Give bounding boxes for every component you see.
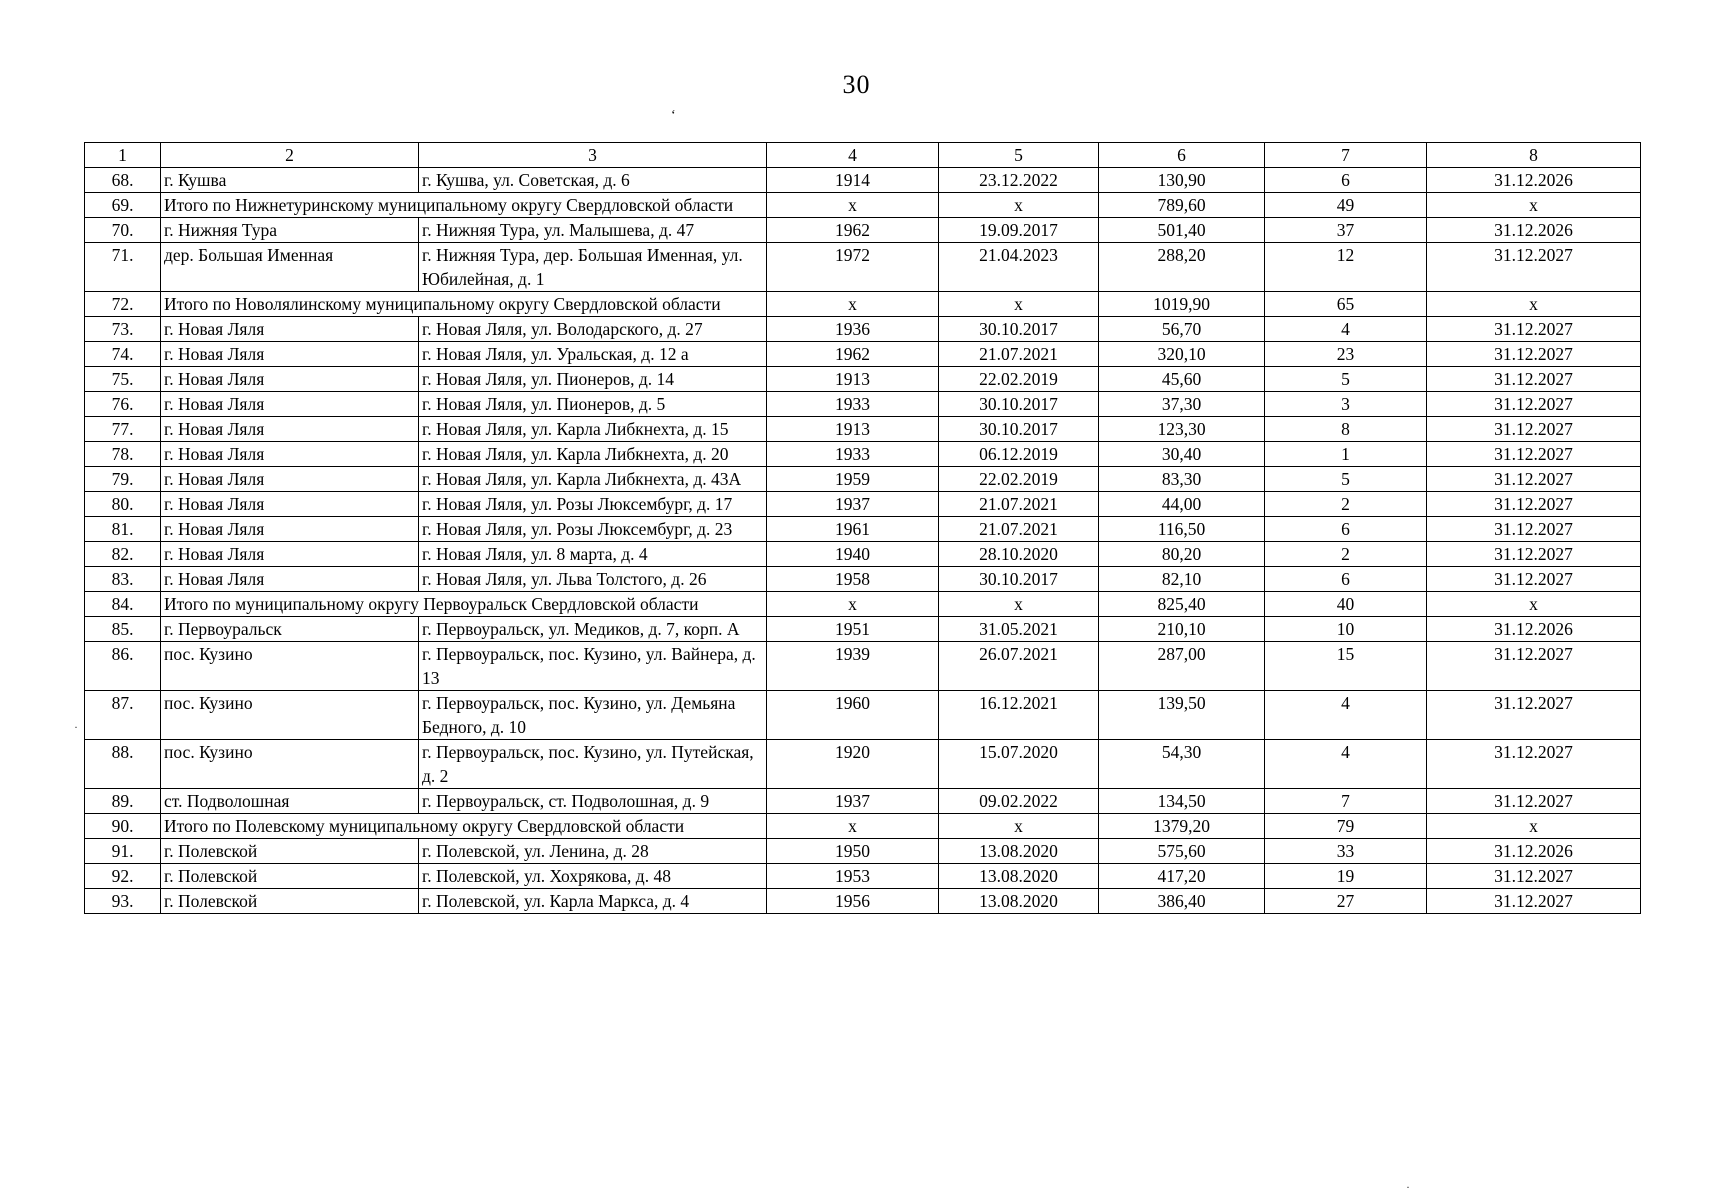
header-cell: 4	[767, 143, 939, 168]
area-cell: 56,70	[1099, 317, 1265, 342]
locality-cell: г. Нижняя Тура	[161, 218, 419, 243]
residents-cell: 2	[1265, 542, 1427, 567]
deadline-cell: 31.12.2027	[1427, 864, 1641, 889]
row-number-cell: 90.	[85, 814, 161, 839]
residents-cell: 65	[1265, 292, 1427, 317]
area-cell: 287,00	[1099, 642, 1265, 691]
date-cell: 13.08.2020	[939, 839, 1099, 864]
deadline-cell: 31.12.2027	[1427, 317, 1641, 342]
table-row	[85, 492, 1641, 517]
area-cell: 45,60	[1099, 367, 1265, 392]
area-cell: 288,20	[1099, 243, 1265, 292]
area-cell: 54,30	[1099, 740, 1265, 789]
table-row	[85, 789, 1641, 814]
deadline-cell: x	[1427, 193, 1641, 218]
year-cell: 1962	[767, 218, 939, 243]
address-cell: г. Новая Ляля, ул. Розы Люксембург, д. 17	[419, 492, 767, 517]
address-cell: г. Новая Ляля, ул. Розы Люксембург, д. 23	[419, 517, 767, 542]
scan-dot: ·	[1406, 1180, 1410, 1194]
area-cell: 116,50	[1099, 517, 1265, 542]
table-row	[85, 617, 1641, 642]
deadline-cell: 31.12.2027	[1427, 442, 1641, 467]
year-cell: 1972	[767, 243, 939, 292]
residents-cell: 15	[1265, 642, 1427, 691]
deadline-cell: 31.12.2027	[1427, 542, 1641, 567]
year-cell: 1936	[767, 317, 939, 342]
area-cell: 44,00	[1099, 492, 1265, 517]
date-cell: 06.12.2019	[939, 442, 1099, 467]
table-row	[85, 417, 1641, 442]
table-row	[85, 691, 1641, 740]
residents-cell: 7	[1265, 789, 1427, 814]
residents-cell: 5	[1265, 367, 1427, 392]
row-number-cell: 79.	[85, 467, 161, 492]
area-cell: 80,20	[1099, 542, 1265, 567]
table-row	[85, 467, 1641, 492]
table-row	[85, 839, 1641, 864]
year-cell: 1962	[767, 342, 939, 367]
table-row	[85, 740, 1641, 789]
deadline-cell: 31.12.2027	[1427, 691, 1641, 740]
deadline-cell: x	[1427, 292, 1641, 317]
area-cell: 82,10	[1099, 567, 1265, 592]
address-cell: г. Нижняя Тура, дер. Большая Именная, ул. Юбилейная, д. 1	[419, 243, 767, 292]
locality-cell: г. Новая Ляля	[161, 442, 419, 467]
locality-cell: г. Новая Ляля	[161, 392, 419, 417]
residents-cell: 6	[1265, 168, 1427, 193]
scan-dot: ·	[74, 720, 78, 734]
total-label-cell: Итого по Полевскому муниципальному округу Свердловской области	[161, 814, 767, 839]
row-number-cell: 81.	[85, 517, 161, 542]
address-cell: г. Новая Ляля, ул. Карла Либкнехта, д. 43А	[419, 467, 767, 492]
locality-cell: дер. Большая Именная	[161, 243, 419, 292]
residents-cell: 12	[1265, 243, 1427, 292]
deadline-cell: 31.12.2027	[1427, 740, 1641, 789]
area-cell: 123,30	[1099, 417, 1265, 442]
residents-cell: 1	[1265, 442, 1427, 467]
area-cell: 575,60	[1099, 839, 1265, 864]
table-row	[85, 218, 1641, 243]
date-cell: 30.10.2017	[939, 417, 1099, 442]
residents-cell: 23	[1265, 342, 1427, 367]
year-cell: 1939	[767, 642, 939, 691]
address-cell: г. Полевской, ул. Карла Маркса, д. 4	[419, 889, 767, 914]
area-cell: 825,40	[1099, 592, 1265, 617]
area-cell: 30,40	[1099, 442, 1265, 467]
residents-cell: 37	[1265, 218, 1427, 243]
locality-cell: пос. Кузино	[161, 740, 419, 789]
locality-cell: г. Новая Ляля	[161, 367, 419, 392]
table-total-row	[85, 292, 1641, 317]
year-cell: 1937	[767, 492, 939, 517]
date-cell: 23.12.2022	[939, 168, 1099, 193]
row-number-cell: 80.	[85, 492, 161, 517]
area-cell: 789,60	[1099, 193, 1265, 218]
date-cell: 26.07.2021	[939, 642, 1099, 691]
header-cell: 6	[1099, 143, 1265, 168]
header-cell: 1	[85, 143, 161, 168]
year-cell: x	[767, 292, 939, 317]
locality-cell: г. Новая Ляля	[161, 567, 419, 592]
table-row	[85, 342, 1641, 367]
deadline-cell: 31.12.2027	[1427, 642, 1641, 691]
address-cell: г. Новая Ляля, ул. 8 марта, д. 4	[419, 542, 767, 567]
deadline-cell: 31.12.2027	[1427, 367, 1641, 392]
date-cell: x	[939, 814, 1099, 839]
deadline-cell: 31.12.2027	[1427, 417, 1641, 442]
year-cell: 1950	[767, 839, 939, 864]
residents-cell: 79	[1265, 814, 1427, 839]
area-cell: 386,40	[1099, 889, 1265, 914]
table-row	[85, 517, 1641, 542]
row-number-cell: 85.	[85, 617, 161, 642]
row-number-cell: 70.	[85, 218, 161, 243]
year-cell: 1913	[767, 417, 939, 442]
table-total-row	[85, 814, 1641, 839]
area-cell: 83,30	[1099, 467, 1265, 492]
date-cell: x	[939, 292, 1099, 317]
year-cell: 1959	[767, 467, 939, 492]
header-cell: 2	[161, 143, 419, 168]
address-cell: г. Новая Ляля, ул. Уральская, д. 12 а	[419, 342, 767, 367]
address-cell: г. Новая Ляля, ул. Карла Либкнехта, д. 20	[419, 442, 767, 467]
date-cell: 31.05.2021	[939, 617, 1099, 642]
address-cell: г. Полевской, ул. Хохрякова, д. 48	[419, 864, 767, 889]
deadline-cell: 31.12.2027	[1427, 889, 1641, 914]
deadline-cell: x	[1427, 814, 1641, 839]
year-cell: 1933	[767, 392, 939, 417]
locality-cell: г. Кушва	[161, 168, 419, 193]
residents-cell: 4	[1265, 691, 1427, 740]
row-number-cell: 74.	[85, 342, 161, 367]
residents-cell: 4	[1265, 317, 1427, 342]
address-cell: г. Полевской, ул. Ленина, д. 28	[419, 839, 767, 864]
locality-cell: г. Новая Ляля	[161, 417, 419, 442]
date-cell: x	[939, 592, 1099, 617]
address-cell: г. Новая Ляля, ул. Пионеров, д. 14	[419, 367, 767, 392]
area-cell: 501,40	[1099, 218, 1265, 243]
table-total-row	[85, 592, 1641, 617]
page-number: 30	[842, 70, 871, 99]
residents-cell: 8	[1265, 417, 1427, 442]
table-header-row	[85, 143, 1641, 168]
date-cell: 15.07.2020	[939, 740, 1099, 789]
residents-cell: 33	[1265, 839, 1427, 864]
address-cell: г. Нижняя Тура, ул. Малышева, д. 47	[419, 218, 767, 243]
table-total-row	[85, 193, 1641, 218]
table-row	[85, 889, 1641, 914]
address-cell: г. Новая Ляля, ул. Льва Толстого, д. 26	[419, 567, 767, 592]
date-cell: 22.02.2019	[939, 467, 1099, 492]
address-cell: г. Первоуральск, ст. Подволошная, д. 9	[419, 789, 767, 814]
locality-cell: пос. Кузино	[161, 642, 419, 691]
area-cell: 139,50	[1099, 691, 1265, 740]
area-cell: 417,20	[1099, 864, 1265, 889]
address-cell: г. Новая Ляля, ул. Володарского, д. 27	[419, 317, 767, 342]
header-cell: 7	[1265, 143, 1427, 168]
year-cell: x	[767, 193, 939, 218]
locality-cell: г. Новая Ляля	[161, 492, 419, 517]
date-cell: 21.07.2021	[939, 492, 1099, 517]
table-row	[85, 392, 1641, 417]
address-cell: г. Новая Ляля, ул. Пионеров, д. 5	[419, 392, 767, 417]
table-row	[85, 864, 1641, 889]
total-label-cell: Итого по Нижнетуринскому муниципальному округу Свердловской области	[161, 193, 767, 218]
residents-cell: 6	[1265, 517, 1427, 542]
address-cell: г. Первоуральск, пос. Кузино, ул. Демьяна Бедного, д. 10	[419, 691, 767, 740]
date-cell: 22.02.2019	[939, 367, 1099, 392]
row-number-cell: 77.	[85, 417, 161, 442]
date-cell: 09.02.2022	[939, 789, 1099, 814]
total-label-cell: Итого по муниципальному округу Первоуральск Свердловской области	[161, 592, 767, 617]
date-cell: 16.12.2021	[939, 691, 1099, 740]
date-cell: 21.07.2021	[939, 342, 1099, 367]
row-number-cell: 91.	[85, 839, 161, 864]
year-cell: 1960	[767, 691, 939, 740]
address-cell: г. Первоуральск, пос. Кузино, ул. Вайнера, д. 13	[419, 642, 767, 691]
row-number-cell: 76.	[85, 392, 161, 417]
deadline-cell: 31.12.2027	[1427, 567, 1641, 592]
deadline-cell: 31.12.2027	[1427, 517, 1641, 542]
deadline-cell: x	[1427, 592, 1641, 617]
deadline-cell: 31.12.2027	[1427, 342, 1641, 367]
row-number-cell: 93.	[85, 889, 161, 914]
year-cell: 1940	[767, 542, 939, 567]
area-cell: 130,90	[1099, 168, 1265, 193]
residents-cell: 3	[1265, 392, 1427, 417]
date-cell: 30.10.2017	[939, 392, 1099, 417]
row-number-cell: 92.	[85, 864, 161, 889]
row-number-cell: 82.	[85, 542, 161, 567]
deadline-cell: 31.12.2027	[1427, 392, 1641, 417]
date-cell: 13.08.2020	[939, 864, 1099, 889]
locality-cell: г. Новая Ляля	[161, 542, 419, 567]
deadline-cell: 31.12.2026	[1427, 839, 1641, 864]
header-cell: 5	[939, 143, 1099, 168]
year-cell: 1914	[767, 168, 939, 193]
residents-cell: 4	[1265, 740, 1427, 789]
locality-cell: г. Полевской	[161, 864, 419, 889]
table-row	[85, 642, 1641, 691]
table-row	[85, 168, 1641, 193]
row-number-cell: 89.	[85, 789, 161, 814]
area-cell: 1019,90	[1099, 292, 1265, 317]
table-row	[85, 317, 1641, 342]
row-number-cell: 73.	[85, 317, 161, 342]
date-cell: 19.09.2017	[939, 218, 1099, 243]
header-cell: 3	[419, 143, 767, 168]
table-row	[85, 442, 1641, 467]
date-cell: 30.10.2017	[939, 567, 1099, 592]
area-cell: 210,10	[1099, 617, 1265, 642]
scan-mark: ‘	[671, 108, 676, 123]
row-number-cell: 83.	[85, 567, 161, 592]
locality-cell: г. Полевской	[161, 889, 419, 914]
residents-cell: 5	[1265, 467, 1427, 492]
table-row	[85, 567, 1641, 592]
area-cell: 134,50	[1099, 789, 1265, 814]
residents-cell: 10	[1265, 617, 1427, 642]
locality-cell: г. Новая Ляля	[161, 342, 419, 367]
total-label-cell: Итого по Новолялинскому муниципальному округу Свердловской области	[161, 292, 767, 317]
deadline-cell: 31.12.2027	[1427, 789, 1641, 814]
row-number-cell: 72.	[85, 292, 161, 317]
deadline-cell: 31.12.2027	[1427, 467, 1641, 492]
date-cell: 21.04.2023	[939, 243, 1099, 292]
year-cell: 1937	[767, 789, 939, 814]
year-cell: x	[767, 814, 939, 839]
year-cell: 1956	[767, 889, 939, 914]
address-cell: г. Первоуральск, ул. Медиков, д. 7, корп. А	[419, 617, 767, 642]
residents-cell: 40	[1265, 592, 1427, 617]
year-cell: 1913	[767, 367, 939, 392]
area-cell: 37,30	[1099, 392, 1265, 417]
year-cell: 1951	[767, 617, 939, 642]
row-number-cell: 75.	[85, 367, 161, 392]
address-cell: г. Новая Ляля, ул. Карла Либкнехта, д. 15	[419, 417, 767, 442]
locality-cell: г. Новая Ляля	[161, 467, 419, 492]
row-number-cell: 71.	[85, 243, 161, 292]
deadline-cell: 31.12.2026	[1427, 218, 1641, 243]
deadline-cell: 31.12.2027	[1427, 492, 1641, 517]
deadline-cell: 31.12.2027	[1427, 243, 1641, 292]
locality-cell: г. Полевской	[161, 839, 419, 864]
row-number-cell: 78.	[85, 442, 161, 467]
residents-cell: 6	[1265, 567, 1427, 592]
table-row	[85, 542, 1641, 567]
deadline-cell: 31.12.2026	[1427, 168, 1641, 193]
date-cell: 13.08.2020	[939, 889, 1099, 914]
date-cell: 28.10.2020	[939, 542, 1099, 567]
housing-registry-table	[84, 142, 1641, 914]
residents-cell: 2	[1265, 492, 1427, 517]
year-cell: 1920	[767, 740, 939, 789]
year-cell: 1961	[767, 517, 939, 542]
residents-cell: 19	[1265, 864, 1427, 889]
residents-cell: 27	[1265, 889, 1427, 914]
year-cell: 1958	[767, 567, 939, 592]
year-cell: 1933	[767, 442, 939, 467]
date-cell: 21.07.2021	[939, 517, 1099, 542]
year-cell: x	[767, 592, 939, 617]
area-cell: 1379,20	[1099, 814, 1265, 839]
locality-cell: г. Новая Ляля	[161, 317, 419, 342]
residents-cell: 49	[1265, 193, 1427, 218]
date-cell: x	[939, 193, 1099, 218]
locality-cell: г. Новая Ляля	[161, 517, 419, 542]
row-number-cell: 68.	[85, 168, 161, 193]
header-cell: 8	[1427, 143, 1641, 168]
row-number-cell: 69.	[85, 193, 161, 218]
row-number-cell: 84.	[85, 592, 161, 617]
locality-cell: пос. Кузино	[161, 691, 419, 740]
date-cell: 30.10.2017	[939, 317, 1099, 342]
address-cell: г. Первоуральск, пос. Кузино, ул. Путейская, д. 2	[419, 740, 767, 789]
locality-cell: г. Первоуральск	[161, 617, 419, 642]
row-number-cell: 87.	[85, 691, 161, 740]
address-cell: г. Кушва, ул. Советская, д. 6	[419, 168, 767, 193]
year-cell: 1953	[767, 864, 939, 889]
locality-cell: ст. Подволошная	[161, 789, 419, 814]
area-cell: 320,10	[1099, 342, 1265, 367]
table-row	[85, 367, 1641, 392]
table-row	[85, 243, 1641, 292]
row-number-cell: 86.	[85, 642, 161, 691]
deadline-cell: 31.12.2026	[1427, 617, 1641, 642]
row-number-cell: 88.	[85, 740, 161, 789]
